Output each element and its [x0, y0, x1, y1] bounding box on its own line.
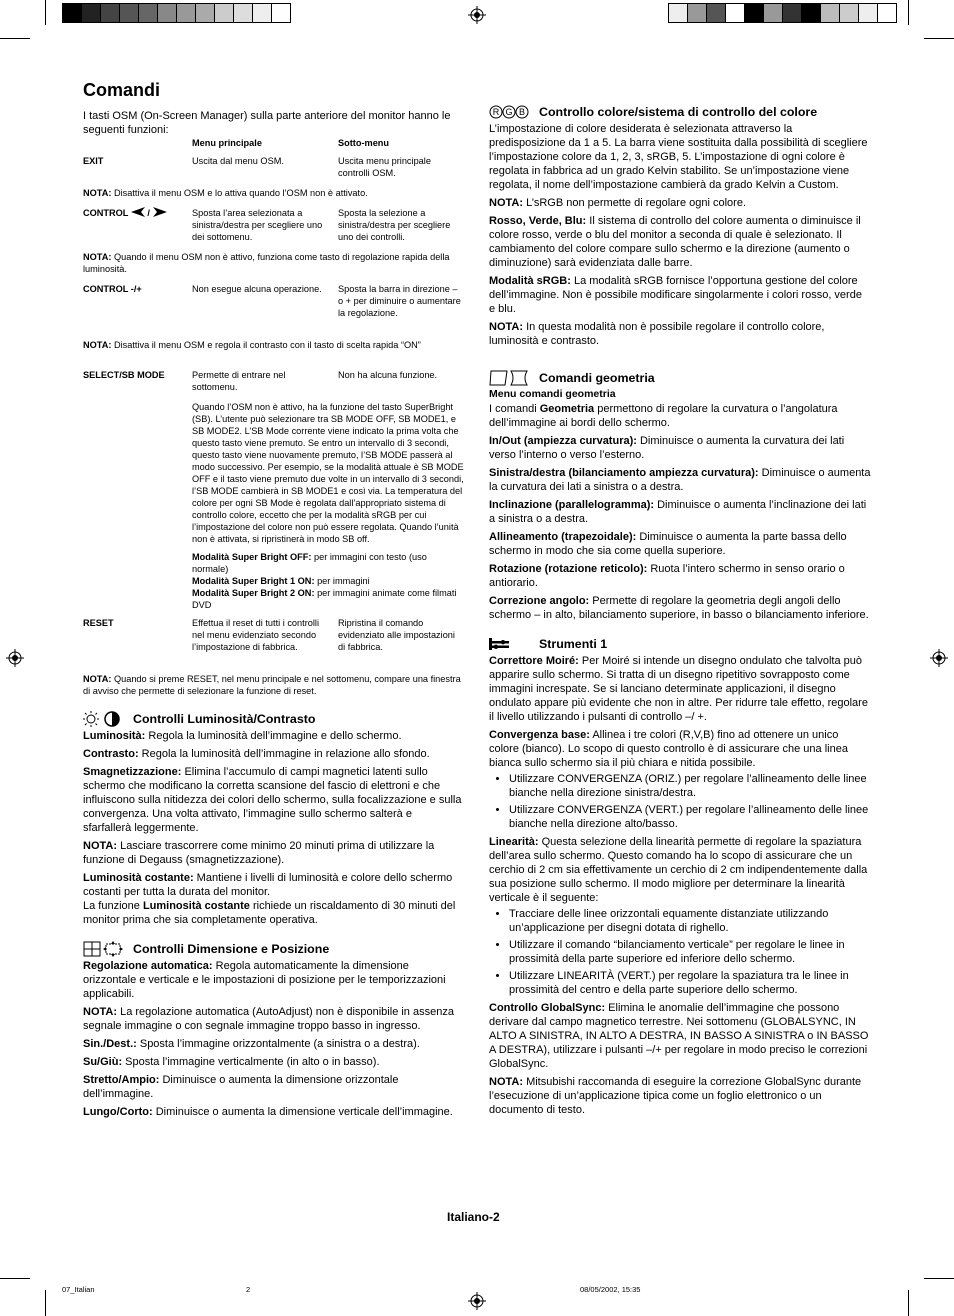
color-swatch — [195, 3, 215, 23]
paragraph: Inclinazione (parallelogramma): Diminuisce o aumenta l’inclinazione dei lati a sinistra o a destra. — [489, 499, 867, 525]
arrow-right-icon — [153, 207, 167, 217]
intro-text: I tasti OSM (On-Screen Manager) sulla parte anteriore del monitor hanno le seguenti funzioni: — [83, 110, 451, 136]
arrow-left-icon — [131, 207, 145, 217]
paragraph: Sinistra/destra (bilanciamento ampiezza curvatura): Diminuisce o aumenta la curvatura dei lati a sinistra o a destra. — [489, 467, 871, 493]
color-swatch — [820, 3, 840, 23]
crop-mark — [924, 1278, 954, 1279]
list-item: • Utilizzare CONVERGENZA (VERT.) per regolare l’allineamento delle linee bianche nella direzione alto/basso. — [509, 803, 871, 831]
registration-mark-icon — [468, 1292, 486, 1310]
paragraph: Rotazione (rotazione reticolo): Ruota l’intero schermo in senso orario o antiorario. — [489, 563, 845, 589]
paragraph: Contrasto: Regola la luminosità dell’immagine in relazione allo sfondo. — [83, 748, 430, 760]
paragraph: I comandi Geometria permettono di regolare la curvatura o l’angolatura dell’immagine ai bordi dello schermo. — [489, 403, 838, 429]
svg-text:G: G — [505, 107, 513, 117]
color-swatch — [763, 3, 783, 23]
paragraph: In/Out (ampiezza curvatura): Diminuisce o aumenta la curvatura dei lati verso l’interno o verso l’esterno. — [489, 435, 845, 461]
color-swatch — [214, 3, 234, 23]
color-swatch — [706, 3, 726, 23]
note: NOTA: Disattiva il menu OSM e lo attiva quando l’OSM non è attivato. — [83, 188, 368, 198]
paragraph: Allineamento (trapezoidale): Diminuisce o aumenta la parte bassa dello schermo in modo che sia come quella superiore. — [489, 531, 847, 557]
paragraph: Linearità: Questa selezione della linearità permette di regolare la spaziatura dell’area sullo schermo. Questo comando ha lo scopo di assicurare che un cerchio di 2 cm sia effettivamente un cerchio di 2 cm indipendentemente dalla sua posizione sullo schermo. Il modo migliore per determinare la linearità verticale è il seguente: — [489, 836, 868, 904]
cell-text: Non ha alcuna funzione. — [338, 370, 438, 380]
note: NOTA: Quando si preme RESET, nel menu principale e nel sottomenu, compare una finestra di avviso che permette di selezionare la funzione di reset. — [83, 674, 461, 696]
section-color-control — [489, 104, 871, 120]
color-swatch — [839, 3, 859, 23]
select-description: Quando l’OSM non è attivo, ha la funzione del tasto SuperBright (SB). L’utente può selezionare tra SB MODE OFF, SB MODE1, e SB MODE2. L’SB Mode corrente viene indicato la prima volta che questo tasto viene premuto. Se entro un intervallo di 3 secondi, questo tasto viene nuovamente premuto, l’SB MODE passerà al modo successivo. Per esempio, se la modalità attuale è SB MODE OFF e il tasto viene premuto due volte in un intervallo di 3 secondi, l’SB MODE cambierà in SB MODE1 e così via. La temperatura del colore per ogni SB Mode è regolata dall’appropriato sistema di controllo colore, eccetto che per la modalità sRGB per cui l’impostazione del colore non può essere regolata. Quando l’unità non è attivata, si ripristinerà in modo SB off. — [192, 402, 464, 544]
crop-mark — [924, 38, 954, 39]
size-position-icon — [83, 941, 133, 957]
key-reset: RESET — [83, 618, 114, 628]
paragraph: Stretto/Ampio: Diminuisce o aumenta la dimensione orizzontale dell’immagine. — [83, 1074, 399, 1100]
crop-mark — [45, 1290, 46, 1316]
section-title: Controlli Luminosità/Contrasto — [133, 712, 316, 726]
note: NOTA: Disattiva il menu OSM e regola il contrasto con il tasto di scelta rapida “ON” — [83, 340, 421, 350]
color-swatch — [157, 3, 177, 23]
cell-text: Ripristina il comando evidenziato alle impostazioni di fabbrica. — [338, 618, 455, 652]
paragraph: NOTA: In questa modalità non è possibile regolare il controllo colore, luminosità e contrasto. — [489, 321, 825, 347]
geometry-icon — [489, 370, 539, 386]
section-size-position — [83, 941, 463, 957]
svg-text:B: B — [518, 107, 526, 117]
paragraph: Convergenza base: Allinea i tre colori (R,V,B) fino ad ottenere un unico colore (bianco). Lo scopo di questo controllo è di assicurare che una linea bianca sullo schermo sia il più chiara e nitida possibile. — [489, 729, 848, 769]
color-swatch — [100, 3, 120, 23]
crop-mark — [908, 0, 909, 25]
paragraph: Luminosità costante: Mantiene i livelli di luminosità e colore dello schermo costanti per tutta la durata del monitor. — [83, 872, 453, 898]
paragraph: Regolazione automatica: Regola automaticamente la dimensione orizzontale e verticale e le impostazioni di posizione per le temporizzazioni applicabili. — [83, 960, 446, 1000]
paragraph: NOTA: Lasciare trascorrere come minimo 20 minuti prima di utilizzare la funzione di Degauss (smagnetizzazione). — [83, 840, 435, 866]
page-title: Comandi — [83, 80, 161, 100]
footer-page: 2 — [246, 1285, 251, 1294]
cell-text: Effettua il reset di tutti i controlli nel menu evidenziato secondo l’impostazione di fabbrica. — [192, 618, 319, 652]
section-title: Strumenti 1 — [539, 637, 608, 651]
list-item: • Tracciare delle linee orizzontali equamente distanziate utilizzando un’applicazione per disegni dotata di righello. — [509, 907, 871, 935]
key-control-plus-minus: CONTROL -/+ — [83, 284, 142, 294]
section-tools — [489, 636, 871, 652]
crop-mark — [908, 1290, 909, 1316]
paragraph: Smagnetizzazione: Elimina l’accumulo di campi magnetici latenti sullo schermo che modificano la corretta scansione del fascio di elettroni e che influiscono sulla nitidezza dei colori dello schermo, sulla focalizzazione e sulla convergenza. Una volta attivato, l’immagine sullo schermo salterà e sfarfallerà leggermente. — [83, 766, 462, 834]
sb-modes: Modalità Super Bright OFF: per immagini con testo (uso normale) Modalità Super Bright 1 ON: per immagini Modalità Super Bright 2 ON: per immagini animate come filmati DVD — [192, 552, 457, 610]
color-swatch — [81, 3, 101, 23]
color-swatch — [62, 3, 82, 23]
color-swatch — [668, 3, 688, 23]
paragraph: Modalità sRGB: La modalità sRGB fornisce l’opportuna gestione del colore dell’immagine. Non è possibile modificare singolarmente i colori rosso, verde e blu. — [489, 275, 862, 315]
crop-mark — [0, 1278, 30, 1279]
cell-text: Permette di entrare nel sottomenu. — [192, 370, 286, 392]
color-swatch — [725, 3, 745, 23]
key-select-sb-mode: SELECT/SB MODE — [83, 370, 165, 380]
color-bar-right — [668, 3, 896, 23]
registration-mark-icon — [468, 6, 486, 24]
list-item: • Utilizzare il comando “bilanciamento verticale” per regolare le linee in prossimità della parte superiore ed inferiore dello schermo. — [509, 938, 871, 966]
left-column — [83, 109, 463, 1123]
color-swatch — [138, 3, 158, 23]
paragraph: L’impostazione di colore desiderata è selezionata attraverso la predisposizione da 1 a 5. La barra viene sostituita dalla possibilità di scegliere l’impostazione colore da 1, 2, 3, sRGB, 5. L’impostazione di ogni colore è regolata in fabbrica ad un grado Kelvin stabilito. Se un’impostazione viene regolata, il nome dell’impostazione cambierà da grado Kelvin a Custom. — [489, 123, 868, 191]
color-swatch — [782, 3, 802, 23]
list-item: • Utilizzare LINEARITÀ (VERT.) per regolare la spaziatura tra le linee in prossimità del centro e della parte superiore dello schermo. — [509, 969, 871, 997]
color-swatch — [119, 3, 139, 23]
cell-text: Non esegue alcuna operazione. — [192, 284, 322, 294]
paragraph: Su/Giù: Sposta l’immagine verticalmente (in alto o in basso). — [83, 1056, 380, 1068]
osm-table — [83, 137, 463, 697]
section-brightness-contrast — [83, 711, 463, 727]
paragraph: Sin./Dest.: Sposta l’immagine orizzontalmente (a sinistra o a destra). — [83, 1038, 420, 1050]
color-swatch — [858, 3, 878, 23]
section-geometry — [489, 370, 871, 386]
registration-mark-icon — [930, 649, 948, 667]
svg-text:R: R — [492, 107, 500, 117]
section-title: Comandi geometria — [539, 371, 655, 385]
color-swatch — [801, 3, 821, 23]
tools-icon — [489, 636, 539, 652]
paragraph: NOTA: L’sRGB non permette di regolare ogni colore. — [489, 197, 746, 209]
paragraph: La funzione Luminosità costante richiede un riscaldamento di 30 minuti del monitor prima che sia completamente operativa. — [83, 900, 456, 926]
crop-mark — [45, 0, 46, 25]
list-item: • Utilizzare CONVERGENZA (ORIZ.) per regolare l’allineamento delle linee bianche nella direzione sinistra/destra. — [509, 772, 871, 800]
bullet-list — [489, 907, 871, 997]
paragraph: Correttore Moiré: Per Moiré si intende un disegno ondulato che talvolta può apparire sullo schermo. Si tratta di un disegno ripetitivo sovrapposto come immagini increspate. Se si lanciano determinate applicazioni, il disegno ondulato appare più evidente che non in altre. Per ridurre tale effetto, regolare il livello utilizzando i pulsanti di controllo –/ +. — [489, 655, 868, 723]
section-title: Controlli Dimensione e Posizione — [133, 942, 330, 956]
paragraph: Lungo/Corto: Diminuisce o aumenta la dimensione verticale dell’immagine. — [83, 1106, 453, 1118]
color-swatch — [233, 3, 253, 23]
color-swatch — [687, 3, 707, 23]
color-swatch — [744, 3, 764, 23]
bullet-list — [489, 772, 871, 831]
color-swatch — [252, 3, 272, 23]
brightness-contrast-icon — [83, 711, 133, 727]
key-control-left-right: CONTROL / — [83, 207, 188, 219]
color-bar-left — [62, 3, 290, 23]
page-label: Italiano-2 — [447, 1210, 500, 1224]
table-header-menu: Menu principale — [192, 138, 262, 148]
table-header-submenu: Sotto-menu — [338, 138, 390, 148]
rgb-icon — [489, 104, 539, 120]
crop-mark — [0, 38, 30, 39]
color-swatch — [176, 3, 196, 23]
paragraph: NOTA: Mitsubishi raccomanda di eseguire la correzione GlobalSync durante l’esecuzione di un’applicazione tipica come un foglio elettronico o un documento di testo. — [489, 1076, 862, 1116]
color-swatch — [271, 3, 291, 23]
footer-date: 08/05/2002, 15:35 — [580, 1285, 641, 1294]
subheading: Menu comandi geometria — [489, 388, 616, 400]
cell-text: Uscita dal menu OSM. — [192, 156, 284, 166]
cell-text: Sposta la barra in direzione – o + per diminuire o aumentare la regolazione. — [338, 284, 461, 318]
footer-file: 07_Italian — [62, 1285, 95, 1294]
paragraph: Correzione angolo: Permette di regolare la geometria degli angoli dello schermo – in alto, bilanciamento superiore, in basso o bilanciamento inferiore. — [489, 595, 869, 621]
paragraph: Rosso, Verde, Blu: Il sistema di controllo del colore aumenta o diminuisce il colore rosso, verde o blu del monitor a seconda di quale è selezionato. Il cambiamento del colore compare sullo schermo e la direzione (aumento o diminuzione) sarà evidenziata dalle barre. — [489, 215, 861, 269]
section-title: Controllo colore/sistema di controllo del colore — [539, 105, 818, 119]
paragraph: Luminosità: Regola la luminosità dell’immagine e dello schermo. — [83, 730, 402, 742]
paragraph: NOTA: La regolazione automatica (AutoAdjust) non è disponibile in assenza segnale immagine o con segnale immagine troppo basso in ingresso. — [83, 1006, 454, 1032]
note: NOTA: Quando il menu OSM non è attivo, funziona come tasto di regolazione rapida della luminosità. — [83, 252, 450, 274]
color-swatch — [877, 3, 897, 23]
right-column — [489, 104, 871, 1121]
cell-text: Uscita menu principale controlli OSM. — [338, 156, 431, 178]
paragraph: Controllo GlobalSync: Elimina le anomalie dell’immagine che possono derivare dal campo magnetico terrestre. Nei sottomenu (GLOBALSYNC, IN ALTO A SINISTRA, IN ALTO A DESTRA, IN BASSO A SINISTRA o IN BASSO A DESTRA), utilizzare i pulsanti –/+ per regolare in modo preciso le correzioni GlobalSync. — [489, 1002, 869, 1070]
cell-text: Sposta l’area selezionata a sinistra/destra per scegliere uno dei sottomenu. — [192, 208, 323, 242]
cell-text: Sposta la selezione a sinistra/destra per scegliere uno dei controlli. — [338, 208, 451, 242]
key-exit: EXIT — [83, 156, 104, 166]
registration-mark-icon — [6, 649, 24, 667]
